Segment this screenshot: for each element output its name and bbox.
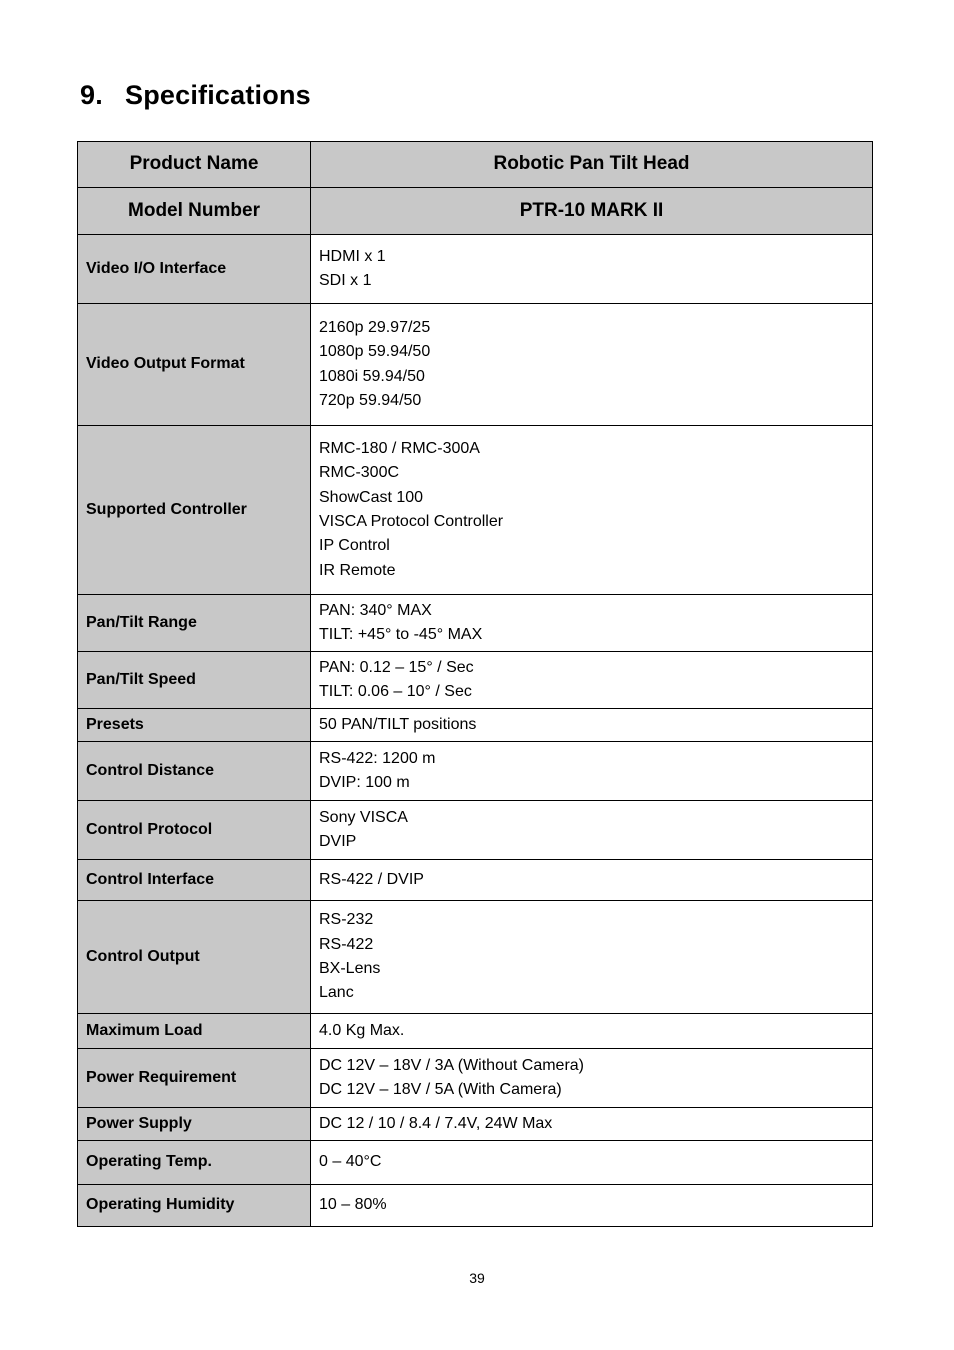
- specifications-table: [77, 141, 873, 1227]
- spec-label: Pan/Tilt Speed: [78, 652, 311, 709]
- spec-value: [311, 1185, 873, 1227]
- spec-value-line: RMC-300C: [319, 464, 400, 482]
- spec-label: Pan/Tilt Range: [78, 595, 311, 652]
- spec-value: [311, 304, 873, 426]
- table-row: [78, 1108, 873, 1141]
- spec-value: [311, 1108, 873, 1141]
- table-row: [78, 304, 873, 426]
- spec-value-line: HDMI x 1: [319, 247, 386, 265]
- spec-label: Operating Humidity: [78, 1185, 311, 1227]
- spec-value-line: 10 – 80%: [319, 1196, 387, 1214]
- spec-value-line: DC 12V – 18V / 5A (With Camera): [319, 1081, 562, 1098]
- spec-value-line: DC 12V – 18V / 3A (Without Camera): [319, 1056, 584, 1074]
- model-number-value: PTR-10 MARK II: [311, 188, 873, 235]
- spec-value-line: RS-422 / DVIP: [319, 870, 424, 888]
- section-heading: [80, 80, 311, 111]
- spec-value-line: VISCA Protocol Controller: [319, 513, 504, 530]
- spec-value-line: DC 12 / 10 / 8.4 / 7.4V, 24W Max: [319, 1114, 553, 1132]
- spec-value: [311, 426, 873, 595]
- table-row: [78, 1049, 873, 1108]
- spec-value-line: DVIP: 100 m: [319, 774, 410, 791]
- spec-value: [311, 595, 873, 652]
- spec-value: [311, 1014, 873, 1049]
- spec-label: Presets: [78, 709, 311, 742]
- spec-value-line: RMC-180 / RMC-300A: [319, 439, 480, 457]
- table-header-row: [78, 188, 873, 235]
- spec-label: Power Requirement: [78, 1049, 311, 1108]
- spec-value: [311, 709, 873, 742]
- spec-value-line: TILT: +45° to -45° MAX: [319, 626, 483, 643]
- spec-value-line: Sony VISCA: [319, 808, 408, 826]
- spec-value-line: RS-232: [319, 911, 374, 929]
- spec-value-line: TILT: 0.06 – 10° / Sec: [319, 683, 472, 700]
- spec-value-line: BX-Lens: [319, 960, 381, 977]
- page-number: 39: [469, 1270, 485, 1286]
- spec-value: [311, 652, 873, 709]
- model-number-label: Model Number: [78, 188, 311, 235]
- spec-value-line: DVIP: [319, 833, 357, 850]
- spec-value-line: SDI x 1: [319, 272, 372, 289]
- spec-label: Control Protocol: [78, 801, 311, 860]
- spec-label: Control Interface: [78, 860, 311, 901]
- spec-value-line: RS-422: 1200 m: [319, 749, 436, 767]
- spec-label: Operating Temp.: [78, 1141, 311, 1185]
- spec-label: Video I/O Interface: [78, 235, 311, 304]
- table-row: [78, 652, 873, 709]
- spec-value-line: PAN: 340° MAX: [319, 601, 432, 619]
- table-header-row: [78, 142, 873, 188]
- table-row: [78, 801, 873, 860]
- spec-label: Control Distance: [78, 742, 311, 801]
- spec-value-line: Lanc: [319, 984, 354, 1002]
- table-row: [78, 235, 873, 304]
- spec-value-line: 1080i 59.94/50: [319, 367, 425, 385]
- spec-value: [311, 742, 873, 801]
- spec-value-line: 1080p 59.94/50: [319, 343, 431, 361]
- table-row: [78, 595, 873, 652]
- spec-value-line: PAN: 0.12 – 15° / Sec: [319, 658, 474, 676]
- spec-value: [311, 801, 873, 860]
- spec-value-line: 2160p 29.97/25: [319, 318, 431, 336]
- section-number: 9.: [80, 80, 103, 110]
- spec-label: Control Output: [78, 901, 311, 1014]
- spec-label: Power Supply: [78, 1108, 311, 1141]
- spec-value: [311, 235, 873, 304]
- spec-value-line: 4.0 Kg Max.: [319, 1021, 405, 1039]
- table-row: [78, 1141, 873, 1185]
- spec-value: [311, 1049, 873, 1108]
- spec-label: Supported Controller: [78, 426, 311, 595]
- spec-value-line: RS-422: [319, 935, 374, 953]
- spec-value: [311, 1141, 873, 1185]
- table-row: [78, 1014, 873, 1049]
- table-row: [78, 860, 873, 901]
- table-row: [78, 742, 873, 801]
- spec-value-line: IR Remote: [319, 561, 396, 579]
- spec-label: Maximum Load: [78, 1014, 311, 1049]
- spec-value: [311, 901, 873, 1014]
- product-name-label: Product Name: [78, 142, 311, 188]
- product-name-value: Robotic Pan Tilt Head: [311, 142, 873, 188]
- spec-value-line: 720p 59.94/50: [319, 391, 422, 409]
- table-row: [78, 709, 873, 742]
- spec-value-line: IP Control: [319, 537, 390, 555]
- spec-rows: [78, 235, 873, 1227]
- spec-value: [311, 860, 873, 901]
- spec-value-line: 50 PAN/TILT positions: [319, 715, 477, 733]
- spec-value-line: ShowCast 100: [319, 488, 424, 506]
- spec-label: Video Output Format: [78, 304, 311, 426]
- section-title: Specifications: [125, 80, 311, 110]
- spec-value-line: 0 – 40°C: [319, 1153, 382, 1171]
- table-row: [78, 1185, 873, 1227]
- table-row: [78, 426, 873, 595]
- table-row: [78, 901, 873, 1014]
